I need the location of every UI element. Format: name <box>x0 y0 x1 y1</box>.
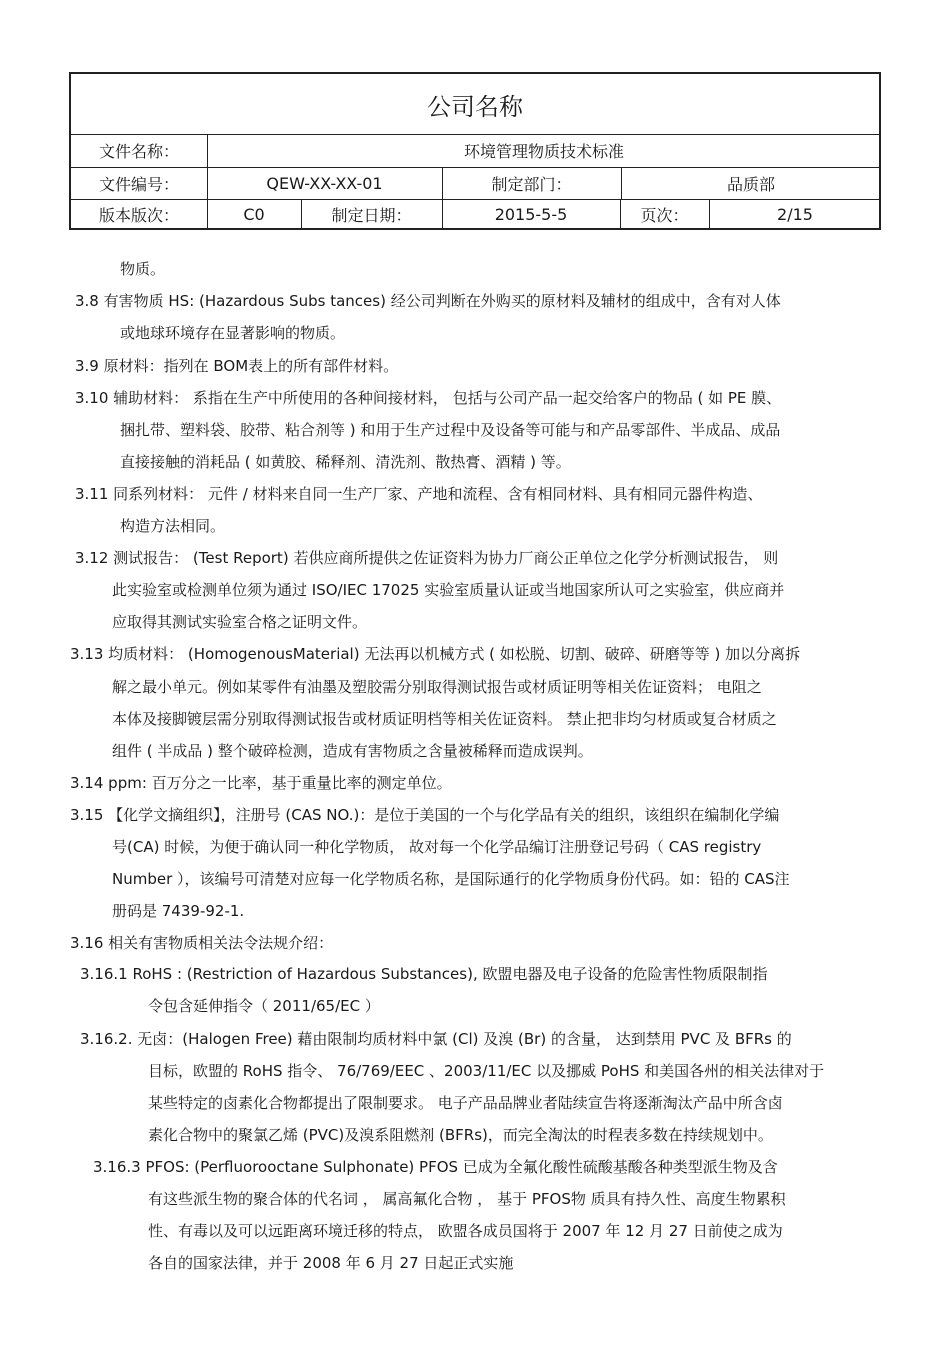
text-line: 3.10 辅助材料： 系指在生产中所使用的各种间接材料， 包括与公司产品一起交给客户的物品 ( 如 PE 膜、 <box>75 389 782 407</box>
text-line: 构造方法相同。 <box>120 517 226 535</box>
text-line: 3.13 均质材料： (HomogenousMaterial) 无法再以机械方式 ( 如松脱、切割、破碎、研磨等等 ) 加以分离拆 <box>70 645 801 663</box>
text-line: 3.16.1 RoHS : (Restriction of Hazardous Substances), 欧盟电器及电子设备的危险害性物质限制指 <box>80 965 768 983</box>
text-line: 各自的国家法律，并于 2008 年 6 月 27 日起正式实施 <box>148 1254 514 1272</box>
document-header-table <box>69 72 881 230</box>
text-line: 3.12 测试报告： (Test Report) 若供应商所提供之佐证资料为协力厂商公正单位之化学分析测试报告， 则 <box>75 549 779 567</box>
date-label: 制定日期： <box>331 206 412 225</box>
text-line: 应取得其测试实验室合格之证明文件。 <box>112 613 368 631</box>
version-label: 版本版次： <box>98 206 179 225</box>
text-line: 有这些派生物的聚合体的代名词 ， 属高氟化合物 ， 基于 PFOS物 质具有持久性、高度生物累积 <box>148 1190 786 1208</box>
text-line: 组件 ( 半成品 ) 整个破碎检测，造成有害物质之含量被稀释而造成误判。 <box>112 742 593 760</box>
date-value: 2015-5-5 <box>494 205 568 224</box>
dept-value: 品质部 <box>726 174 775 194</box>
text-line: 令包含延伸指令（ 2011/65/EC ） <box>148 997 380 1015</box>
version-value: C0 <box>243 205 265 224</box>
text-line: 3.15 【化学文摘组织】，注册号 (CAS NO.)：是位于美国的一个与化学品有关的组织，该组织在编制化学编 <box>70 806 780 824</box>
text-line: 捆扎带、塑料袋、胶带、粘合剂等 ) 和用于生产过程中及设备等可能与和产品零部件、半成品、成品 <box>120 421 781 439</box>
text-line: 3.16.2. 无卤：(Halogen Free) 藉由限制均质材料中氯 (Cl) 及溴 (Br) 的含量， 达到禁用 PVC 及 BFRs 的 <box>80 1030 792 1048</box>
text-line: 性、有毒以及可以远距离环境迁移的特点， 欧盟各成员国将于 2007 年 12 月 27 日前使之成为 <box>148 1222 783 1240</box>
doc-number-label: 文件编号： <box>98 174 179 194</box>
text-line: 3.11 同系列材料： 元件 / 材料来自同一生产厂家、产地和流程、含有相同材料、具有相同元器件构造、 <box>75 485 763 503</box>
doc-number-value: QEW-XX-XX-01 <box>266 173 383 193</box>
text-line: 或地球环境存在显著影响的物质。 <box>120 324 346 342</box>
text-line: Number ），该编号可清楚对应每一化学物质名称，是国际通行的化学物质身份代码。如：铅的 CAS注 <box>112 870 790 888</box>
text-line: 物质。 <box>120 260 166 278</box>
text-line: 3.16 相关有害物质相关法令法规介绍： <box>70 934 334 952</box>
text-line: 3.14 ppm: 百万分之一比率，基于重量比率的测定单位。 <box>70 774 452 792</box>
text-line: 解之最小单元。例如某零件有油墨及塑胶需分别取得测试报告或材质证明等相关佐证资料； 电阻之 <box>112 678 762 696</box>
text-line: 册码是 7439-92-1. <box>112 902 245 920</box>
text-line: 目标，欧盟的 RoHS 指令、 76/769/EEC 、2003/11/EC 以及挪威 PoHS 和美国各州的相关法律对于 <box>148 1062 825 1080</box>
text-line: 3.8 有害物质 HS: (Hazardous Subs tances) 经公司判断在外购买的原材料及辅材的组成中，含有对人体 <box>75 292 781 310</box>
doc-name-label: 文件名称： <box>98 142 179 161</box>
text-line: 号(CA) 时候，为便于确认同一种化学物质， 故对每一个化学品编订注册登记号码（ CAS registry <box>112 838 762 856</box>
text-line: 直接接触的消耗品 ( 如黄胶、稀释剂、清洗剂、散热膏、酒精 ) 等。 <box>120 453 571 471</box>
dept-label: 制定部门： <box>491 174 572 194</box>
text-line: 此实验室或检测单位须为通过 ISO/IEC 17025 实验室质量认证或当地国家所认可之实验室，供应商并 <box>112 581 785 599</box>
text-line: 素化合物中的聚氯乙烯 (PVC)及溴系阻燃剂 (BFRs)，而完全淘汰的时程表多数在持续规划中。 <box>148 1126 773 1144</box>
page-value: 2/15 <box>777 205 813 224</box>
text-line: 本体及接脚镀层需分别取得测试报告或材质证明档等相关佐证资料。 禁止把非均匀材质或复合材质之 <box>112 710 777 728</box>
text-line: 某些特定的卤素化合物都提出了限制要求。 电子产品品牌业者陆续宣告将逐渐淘汰产品中所含卤 <box>148 1094 783 1112</box>
page-label: 页次： <box>640 206 689 225</box>
doc-name-value: 环境管理物质技术标准 <box>463 142 624 161</box>
company-name: 公司名称 <box>427 92 523 121</box>
text-line: 3.9 原材料：指列在 BOM表上的所有部件材料。 <box>75 357 399 375</box>
text-line: 3.16.3 PFOS: (Perfluorooctane Sulphonate) PFOS 已成为全氟化酸性硫酸基酸各种类型派生物及含 <box>93 1158 778 1176</box>
